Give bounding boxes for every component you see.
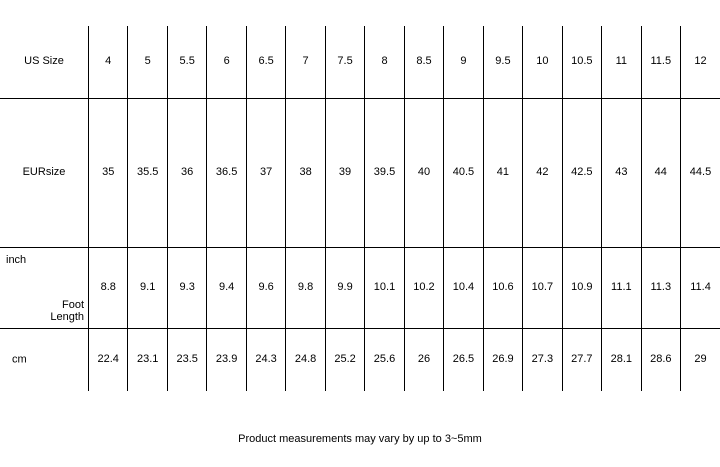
cell-us-15: 12: [681, 26, 720, 99]
cell-cm-7: 25.6: [365, 329, 404, 392]
cell-cm-0: 22.4: [89, 329, 128, 392]
cell-inch-11: 10.7: [523, 248, 562, 329]
table-row-inch: [0, 248, 720, 329]
cell-inch-4: 9.6: [246, 248, 285, 329]
cell-us-10: 9.5: [483, 26, 522, 99]
cell-cm-3: 23.9: [207, 329, 246, 392]
cell-us-6: 7.5: [325, 26, 364, 99]
cell-cm-5: 24.8: [286, 329, 325, 392]
cell-inch-1: 9.1: [128, 248, 167, 329]
cell-us-0: 4: [89, 26, 128, 99]
cell-cm-1: 23.1: [128, 329, 167, 392]
cell-us-12: 10.5: [562, 26, 601, 99]
cell-us-4: 6.5: [246, 26, 285, 99]
cell-eur-4: 37: [246, 99, 285, 248]
table-row-eur-size: [0, 99, 720, 248]
cell-eur-7: 39.5: [365, 99, 404, 248]
cell-us-8: 8.5: [404, 26, 443, 99]
cell-cm-15: 29: [681, 329, 720, 392]
row-label-foot-length-stack: [0, 248, 88, 328]
cell-eur-11: 42: [523, 99, 562, 248]
cell-us-9: 9: [444, 26, 483, 99]
cell-eur-3: 36.5: [207, 99, 246, 248]
cell-cm-6: 25.2: [325, 329, 364, 392]
cell-inch-7: 10.1: [365, 248, 404, 329]
shoe-size-table: [0, 26, 720, 391]
table-row-cm: [0, 329, 720, 392]
cell-eur-9: 40.5: [444, 99, 483, 248]
cell-eur-0: 35: [89, 99, 128, 248]
cell-us-1: 5: [128, 26, 167, 99]
cell-cm-10: 26.9: [483, 329, 522, 392]
cell-us-11: 10: [523, 26, 562, 99]
cell-cm-2: 23.5: [167, 329, 206, 392]
row-label-foot-length-text: [50, 299, 84, 324]
row-label-foot-line1: Foot: [61, 298, 84, 311]
cell-eur-14: 44: [641, 99, 680, 248]
cell-eur-15: 44.5: [681, 99, 720, 248]
row-label-cm-text: cm: [12, 353, 27, 366]
cell-cm-11: 27.3: [523, 329, 562, 392]
cell-cm-9: 26.5: [444, 329, 483, 392]
cell-inch-0: 8.8: [89, 248, 128, 329]
row-label-us-size: [0, 26, 89, 99]
cell-us-13: 11: [602, 26, 641, 99]
cell-inch-9: 10.4: [444, 248, 483, 329]
cell-eur-5: 38: [286, 99, 325, 248]
row-label-us-size-text: US Size: [24, 55, 64, 68]
cell-eur-12: 42.5: [562, 99, 601, 248]
cell-inch-12: 10.9: [562, 248, 601, 329]
row-label-cm-stack: [0, 329, 88, 391]
cell-inch-10: 10.6: [483, 248, 522, 329]
row-label-eur-size-text: EURsize: [22, 166, 66, 179]
measurement-footnote: Product measurements may vary by up to 3~5mm: [238, 433, 482, 445]
cell-inch-6: 9.9: [325, 248, 364, 329]
table-row-us-size: [0, 26, 720, 99]
row-label-foot-length: [0, 248, 89, 329]
cell-eur-6: 39: [325, 99, 364, 248]
cell-cm-14: 28.6: [641, 329, 680, 392]
cell-us-14: 11.5: [641, 26, 680, 99]
row-label-eur-size: [0, 99, 89, 248]
cell-us-2: 5.5: [167, 26, 206, 99]
cell-us-5: 7: [286, 26, 325, 99]
cell-inch-15: 11.4: [681, 248, 720, 329]
cell-inch-8: 10.2: [404, 248, 443, 329]
cell-inch-14: 11.3: [641, 248, 680, 329]
cell-cm-13: 28.1: [602, 329, 641, 392]
cell-inch-13: 11.1: [602, 248, 641, 329]
cell-inch-2: 9.3: [167, 248, 206, 329]
cell-cm-4: 24.3: [246, 329, 285, 392]
cell-eur-10: 41: [483, 99, 522, 248]
row-label-cm: [0, 329, 89, 392]
cell-us-7: 8: [365, 26, 404, 99]
row-label-inch-text: inch: [6, 254, 27, 266]
cell-us-3: 6: [207, 26, 246, 99]
cell-cm-12: 27.7: [562, 329, 601, 392]
cell-eur-2: 36: [167, 99, 206, 248]
row-label-foot-line2: Length: [50, 311, 84, 324]
cell-inch-3: 9.4: [207, 248, 246, 329]
cell-cm-8: 26: [404, 329, 443, 392]
cell-inch-5: 9.8: [286, 248, 325, 329]
cell-eur-1: 35.5: [128, 99, 167, 248]
cell-eur-8: 40: [404, 99, 443, 248]
cell-eur-13: 43: [602, 99, 641, 248]
